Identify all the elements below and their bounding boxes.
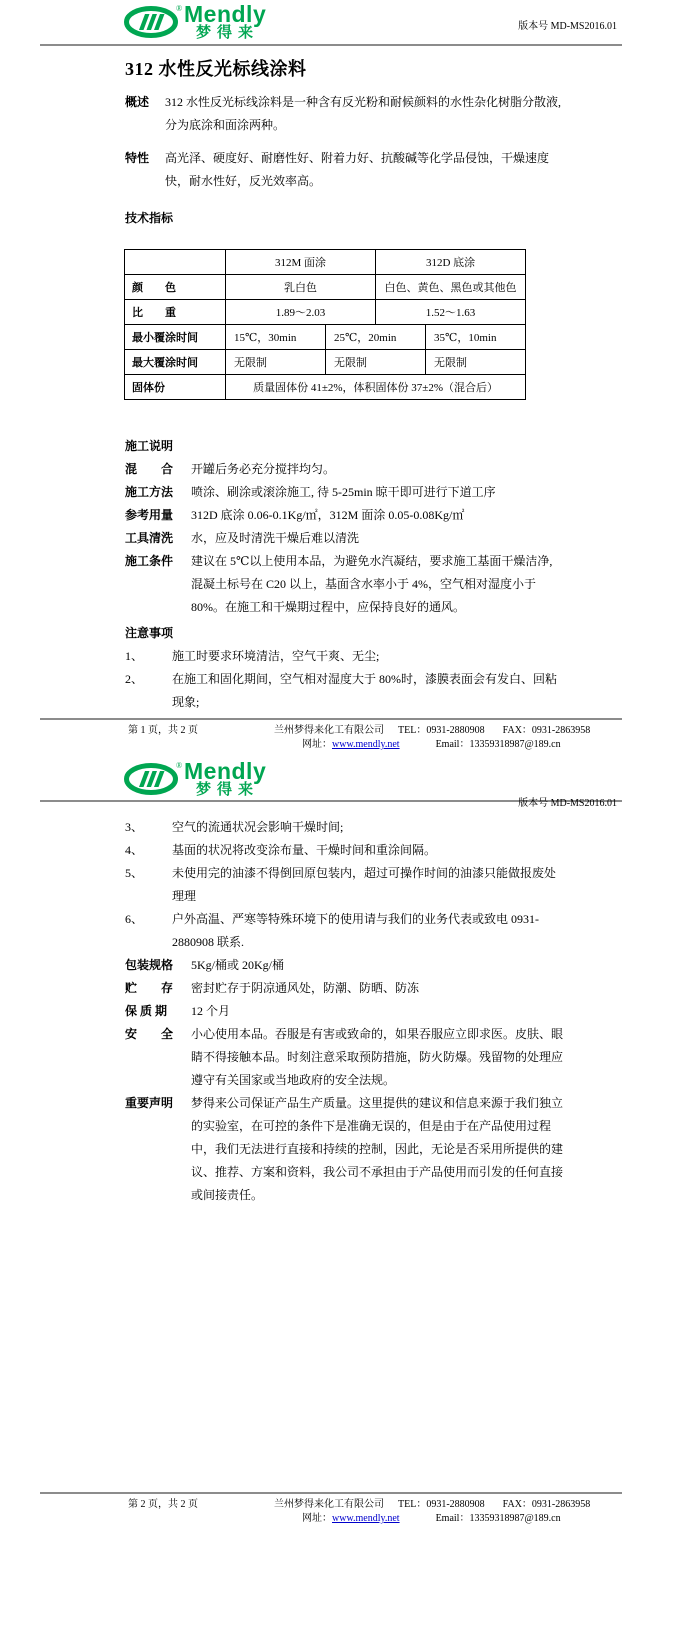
row-max-recoat-1: 无限制 — [226, 350, 326, 375]
company-tel: TEL：0931-2880908 — [398, 725, 485, 736]
item-tool-cleaning — [125, 527, 565, 550]
notes-heading: 注意事项 — [125, 626, 174, 640]
item-consumption-label: 参考用量 — [125, 508, 174, 522]
page1-header — [0, 0, 687, 46]
row-density-312d: 1.52～1.63 — [376, 300, 526, 325]
note-1 — [125, 645, 565, 668]
features-paragraph — [125, 147, 565, 193]
item-storage-label: 贮 存 — [125, 981, 174, 995]
table-header-312d: 312D 底涂 — [376, 250, 526, 275]
table-header-312m: 312M 面涂 — [226, 250, 376, 275]
item-conditions-label: 施工条件 — [125, 554, 174, 568]
item-shelf-life-label: 保 质 期 — [125, 1004, 168, 1018]
page2-content — [125, 816, 565, 1207]
overview-label: 概述 — [125, 95, 150, 109]
item-storage — [125, 977, 565, 1000]
note-4 — [125, 839, 565, 862]
page1-footer — [0, 718, 687, 752]
footer-row-2 — [302, 738, 687, 752]
brand-wordmark-block — [184, 758, 267, 798]
item-method-text: 喷涂、刷涂或滚涂施工, 待 5-25min 晾干即可进行下道工序 — [191, 485, 496, 499]
note-6-text: 户外高温、严寒等特殊环境下的使用请与我们的业务代表或致电 0931-2880908 联系. — [172, 912, 539, 949]
footer-row-1 — [128, 724, 687, 738]
tech-spec-heading: 技术指标 — [125, 211, 174, 225]
item-disclaimer — [125, 1092, 565, 1207]
note-3-text: 空气的流通状况会影响干燥时间; — [172, 820, 344, 834]
header-rule — [40, 44, 622, 46]
table-row — [125, 275, 526, 300]
document-title: 312 水性反光标线涂料 — [125, 59, 307, 79]
footer-rule — [40, 1492, 622, 1494]
table-row — [125, 300, 526, 325]
note-5-number: 5、 — [125, 866, 144, 880]
page2-footer — [0, 1492, 687, 1526]
note-3-number: 3、 — [125, 820, 144, 834]
overview-text: 312 水性反光标线涂料是一种含有反光粉和耐候颜料的水性杂化树脂分散液, 分为底涂和面涂两种。 — [165, 95, 562, 132]
note-3 — [125, 816, 565, 839]
row-density-label: 比 重 — [125, 300, 226, 325]
company-fax: FAX：0931-2863958 — [502, 1499, 591, 1510]
features-text: 高光泽、硬度好、耐磨性好、附着力好、抗酸碱等化学品侵蚀，干燥速度快，耐水性好，反光效率高。 — [165, 151, 550, 188]
website-label: 网址： — [302, 739, 332, 750]
company-fax: FAX：0931-2863958 — [502, 725, 591, 736]
item-consumption-text: 312D 底涂 0.06-0.1Kg/㎡，312M 面涂 0.05-0.08Kg/㎡ — [191, 508, 465, 522]
registered-mark-glyph: ® — [176, 761, 182, 770]
row-color-312m: 乳白色 — [226, 275, 376, 300]
website-link[interactable]: www.mendly.net — [332, 739, 400, 750]
version-label: 版本号 MD-MS2016.01 — [518, 21, 617, 32]
features-label: 特性 — [125, 151, 150, 165]
item-packaging-text: 5Kg/桶或 20Kg/桶 — [191, 958, 285, 972]
version-label: 版本号 MD-MS2016.01 — [518, 798, 617, 809]
brand-wordmark-cn: 梦得来 — [196, 782, 260, 798]
item-packaging — [125, 954, 565, 977]
item-tool-cleaning-text: 水，应及时清洗干燥后难以清洗 — [191, 531, 360, 545]
row-min-recoat-35c: 35℃，10min — [426, 325, 526, 350]
note-5 — [125, 862, 565, 908]
item-mixing-text: 开罐后务必充分搅拌均匀。 — [191, 462, 336, 476]
item-method — [125, 481, 565, 504]
item-conditions-text: 建议在 5℃以上使用本品，为避免水汽凝结，要求施工基面干燥洁净, 混凝土标号在 C20 以上，基面含水率小于 4%，空气相对湿度小于 80%。在施工和干燥期过程中，应保持良好的通风。 — [191, 554, 553, 614]
row-min-recoat-25c: 25℃，20min — [326, 325, 426, 350]
item-consumption — [125, 504, 565, 527]
page-number-label: 第 1 页，共 2 页 — [128, 725, 198, 736]
page-2 — [0, 752, 687, 1638]
note-2 — [125, 668, 565, 714]
item-mixing — [125, 458, 565, 481]
item-mixing-label: 混 合 — [125, 462, 174, 476]
website-field — [302, 1512, 400, 1526]
row-color-312d: 白色、黄色、黑色或其他色 — [376, 275, 526, 300]
page1-content — [125, 46, 565, 714]
note-1-number: 1、 — [125, 649, 144, 663]
brand-wordmark-cn: 梦得来 — [196, 25, 260, 41]
website-link[interactable]: www.mendly.net — [332, 1513, 400, 1524]
table-row — [125, 350, 526, 375]
footer-body — [128, 1498, 687, 1526]
brand-wordmark: Mendly — [184, 1, 267, 27]
table-row — [125, 250, 526, 275]
note-4-number: 4、 — [125, 843, 144, 857]
row-min-recoat-15c: 15℃，30min — [226, 325, 326, 350]
website-field — [302, 738, 400, 752]
page2-header — [0, 752, 687, 809]
row-color-label: 颜 色 — [125, 275, 226, 300]
overview-paragraph — [125, 91, 565, 137]
item-method-label: 施工方法 — [125, 485, 174, 499]
item-shelf-life-text: 12 个月 — [191, 1004, 231, 1018]
row-min-recoat-label: 最小覆涂时间 — [125, 325, 226, 350]
table-header-blank — [125, 250, 226, 275]
item-tool-cleaning-label: 工具清洗 — [125, 531, 174, 545]
footer-row-2 — [302, 1512, 687, 1526]
website-label: 网址： — [302, 1513, 332, 1524]
brand-wordmark-block — [184, 1, 267, 41]
page-number-label: 第 2 页，共 2 页 — [128, 1499, 198, 1510]
logo-oval-icon — [124, 760, 182, 798]
row-max-recoat-label: 最大覆涂时间 — [125, 350, 226, 375]
row-max-recoat-2: 无限制 — [326, 350, 426, 375]
item-storage-text: 密封贮存于阴凉通风处，防潮、防晒、防冻 — [191, 981, 420, 995]
note-4-text: 基面的状况将改变涂布量、干燥时间和重涂间隔。 — [172, 843, 437, 857]
item-conditions — [125, 550, 565, 619]
footer-body — [128, 724, 687, 752]
logo-oval-icon — [124, 3, 182, 41]
item-disclaimer-label: 重要声明 — [125, 1096, 174, 1110]
note-2-text: 在施工和固化期间，空气相对湿度大于 80%时，漆膜表面会有发白、回粘现象; — [172, 672, 557, 709]
table-row — [125, 375, 526, 400]
brand-logo — [124, 760, 687, 798]
construction-heading: 施工说明 — [125, 439, 174, 453]
note-5-text: 未使用完的油漆不得倒回原包装内，超过可操作时间的油漆只能做报废处理理 — [172, 866, 557, 903]
brand-wordmark: Mendly — [184, 758, 267, 784]
registered-mark-glyph: ® — [176, 4, 182, 13]
note-6-number: 6、 — [125, 912, 144, 926]
footer-row-1 — [128, 1498, 687, 1512]
company-name: 兰州梦得来化工有限公司 — [274, 1499, 384, 1510]
tech-spec-table — [124, 249, 526, 400]
row-density-312m: 1.89～2.03 — [226, 300, 376, 325]
item-safety-label: 安 全 — [125, 1027, 174, 1041]
company-email: Email：13359318987@189.cn — [435, 1513, 561, 1524]
company-tel: TEL：0931-2880908 — [398, 1499, 485, 1510]
item-disclaimer-text: 梦得来公司保证产品生产质量。这里提供的建议和信息来源于我们独立的实验室，在可控的条件下是准确无误的，但是由于在产品使用过程中，我们无法进行直接和持续的控制，因此，无论是否采用所提供的建议、推荐、方案和资料，我公司不承担由于产品使用而引发的任何直接或间接责任。 — [191, 1096, 564, 1202]
note-1-text: 施工时要求环境清洁，空气干爽、无尘; — [172, 649, 380, 663]
note-2-number: 2、 — [125, 672, 144, 686]
page-1 — [0, 0, 687, 752]
company-email: Email：13359318987@189.cn — [435, 739, 561, 750]
row-solids-value: 质量固体份 41±2%，体积固体份 37±2%（混合后） — [226, 375, 526, 400]
note-6 — [125, 908, 565, 954]
row-solids-label: 固体份 — [125, 375, 226, 400]
footer-rule — [40, 718, 622, 720]
company-name: 兰州梦得来化工有限公司 — [274, 725, 384, 736]
item-packaging-label: 包装规格 — [125, 958, 174, 972]
item-safety-text: 小心使用本品。吞服是有害或致命的，如果吞服应立即求医。皮肤、眼睛不得接触本品。时刻注意采取预防措施，防火防爆。残留物的处理应遵守有关国家或当地政府的安全法规。 — [191, 1027, 564, 1087]
item-shelf-life — [125, 1000, 565, 1023]
table-row — [125, 325, 526, 350]
row-max-recoat-3: 无限制 — [426, 350, 526, 375]
item-safety — [125, 1023, 565, 1092]
